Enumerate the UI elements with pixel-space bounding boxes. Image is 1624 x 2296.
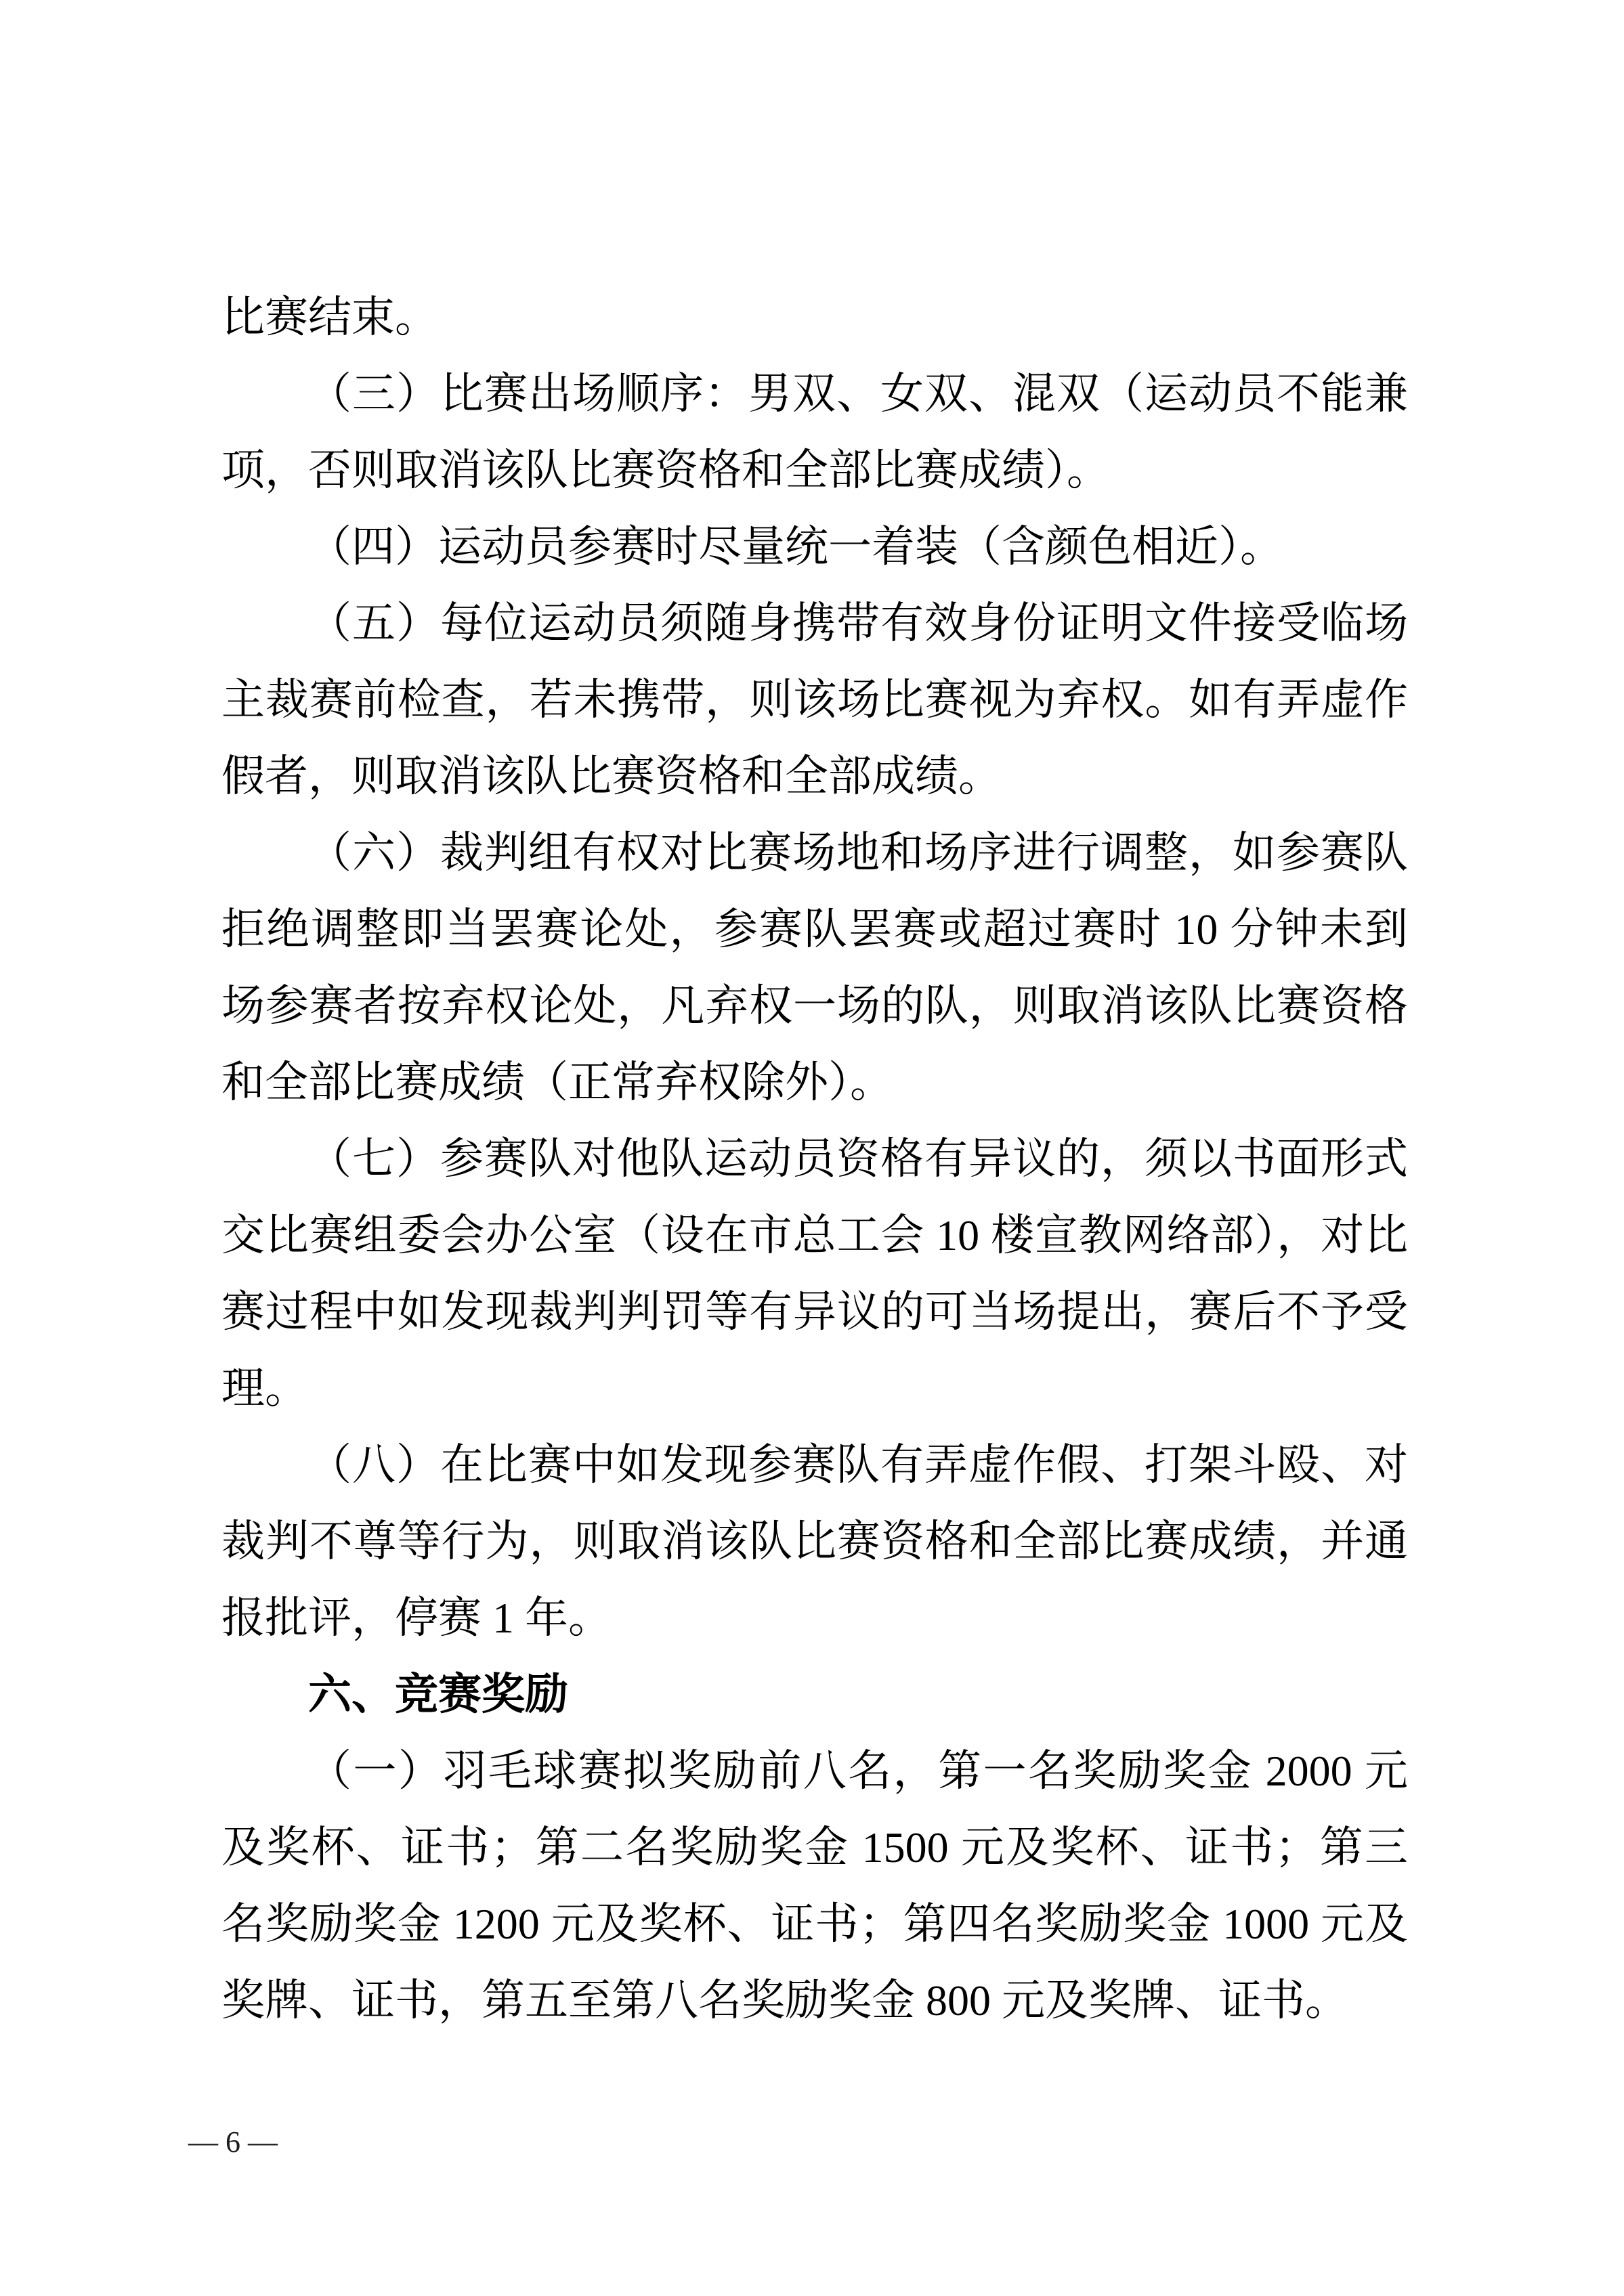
document-body — [221, 279, 1408, 2039]
paragraph-item-8: （八）在比赛中如发现参赛队有弄虚作假、打架斗殴、对裁判不尊等行为，则取消该队比赛资格和全部比赛成绩，并通报批评，停赛 1 年。 — [221, 1441, 1408, 1642]
page-number-label: — 6 — — [188, 2125, 278, 2159]
paragraph-award-item-1: （一）羽毛球赛拟奖励前八名，第一名奖励奖金 2000 元及奖杯、证书；第二名奖励奖金 1500 元及奖杯、证书；第三名奖励奖金 1200 元及奖杯、证书；第四名奖励奖金 1000 元及奖牌、证书，第五至第八名奖励奖金 800 元及奖牌、证书。 — [221, 1747, 1408, 2024]
paragraph-item-7: （七）参赛队对他队运动员资格有异议的，须以书面形式交比赛组委会办公室（设在市总工会 10 楼宣教网络部），对比赛过程中如发现裁判判罚等有异议的可当场提出，赛后不予受理。 — [221, 1135, 1408, 1412]
paragraph-continuation: 比赛结束。 — [221, 293, 438, 341]
paragraph-item-4: （四）运动员参赛时尽量统一着装（含颜色相近）。 — [308, 523, 1283, 571]
paragraph-item-6: （六）裁判组有权对比赛场地和场序进行调整，如参赛队拒绝调整即当罢赛论处，参赛队罢赛或超过赛时 10 分钟未到场参赛者按弃权论处，凡弃权一场的队，则取消该队比赛资格和全部比赛成绩（正常弃权除外）。 — [221, 829, 1408, 1106]
paragraph-item-5: （五）每位运动员须随身携带有效身份证明文件接受临场主裁赛前检查，若未携带，则该场比赛视为弃权。如有弄虚作假者，则取消该队比赛资格和全部成绩。 — [221, 599, 1408, 800]
paragraph-item-3: （三）比赛出场顺序：男双、女双、混双（运动员不能兼项，否则取消该队比赛资格和全部比赛成绩）。 — [221, 370, 1408, 494]
section-heading-awards: 六、竞赛奖励 — [308, 1670, 568, 1718]
